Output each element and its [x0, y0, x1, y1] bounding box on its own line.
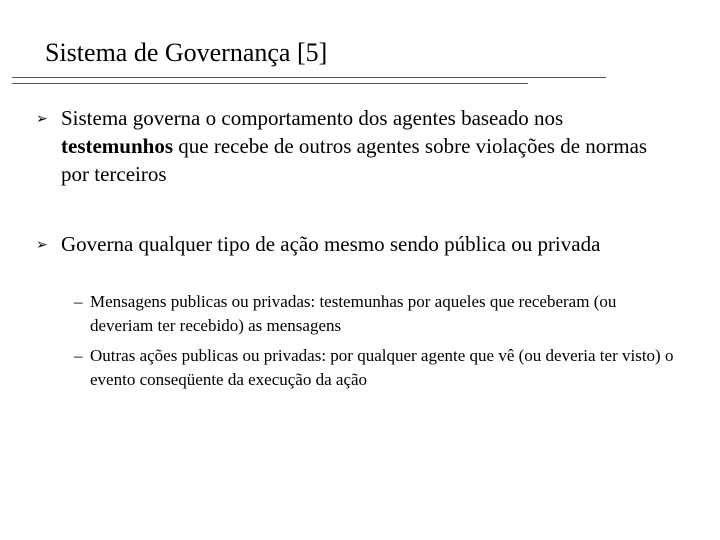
- bullet-text-2: Governa qualquer tipo de ação mesmo sendo pública ou privada: [61, 232, 601, 256]
- slide-title: Sistema de Governança [5]: [45, 38, 328, 67]
- sub-bullet-text-1: Mensagens publicas ou privadas: testemunhas por aqueles que receberam (ou deveriam ter recebido) as mensagens: [90, 292, 617, 335]
- arrowhead-bullet-icon: ➢: [36, 237, 48, 253]
- dash-marker: –: [74, 292, 83, 311]
- title-underline-top: [12, 77, 606, 78]
- sub-bullet-item-2: [74, 344, 674, 392]
- sub-bullet-text-2: Outras ações publicas ou privadas: por qualquer agente que vê (ou deveria ter visto) o evento conseqüente da execução da ação: [90, 346, 674, 389]
- bullet-item-1: [36, 104, 676, 188]
- bullet-text-1-start: Sistema governa o comportamento dos agentes baseado nos: [61, 106, 564, 130]
- bullet-item-2: [36, 230, 676, 258]
- sub-bullet-item-1: [74, 290, 674, 338]
- dash-marker: –: [74, 346, 83, 365]
- title-underline-bottom: [12, 83, 528, 84]
- bullet-text-1-emphasis: testemunhos: [61, 134, 174, 158]
- bullet-text-1-end: que recebe de outros agentes sobre violações de normas por terceiros: [61, 134, 648, 186]
- bullet-text-1: [61, 104, 676, 188]
- arrowhead-bullet-icon: ➢: [36, 111, 48, 127]
